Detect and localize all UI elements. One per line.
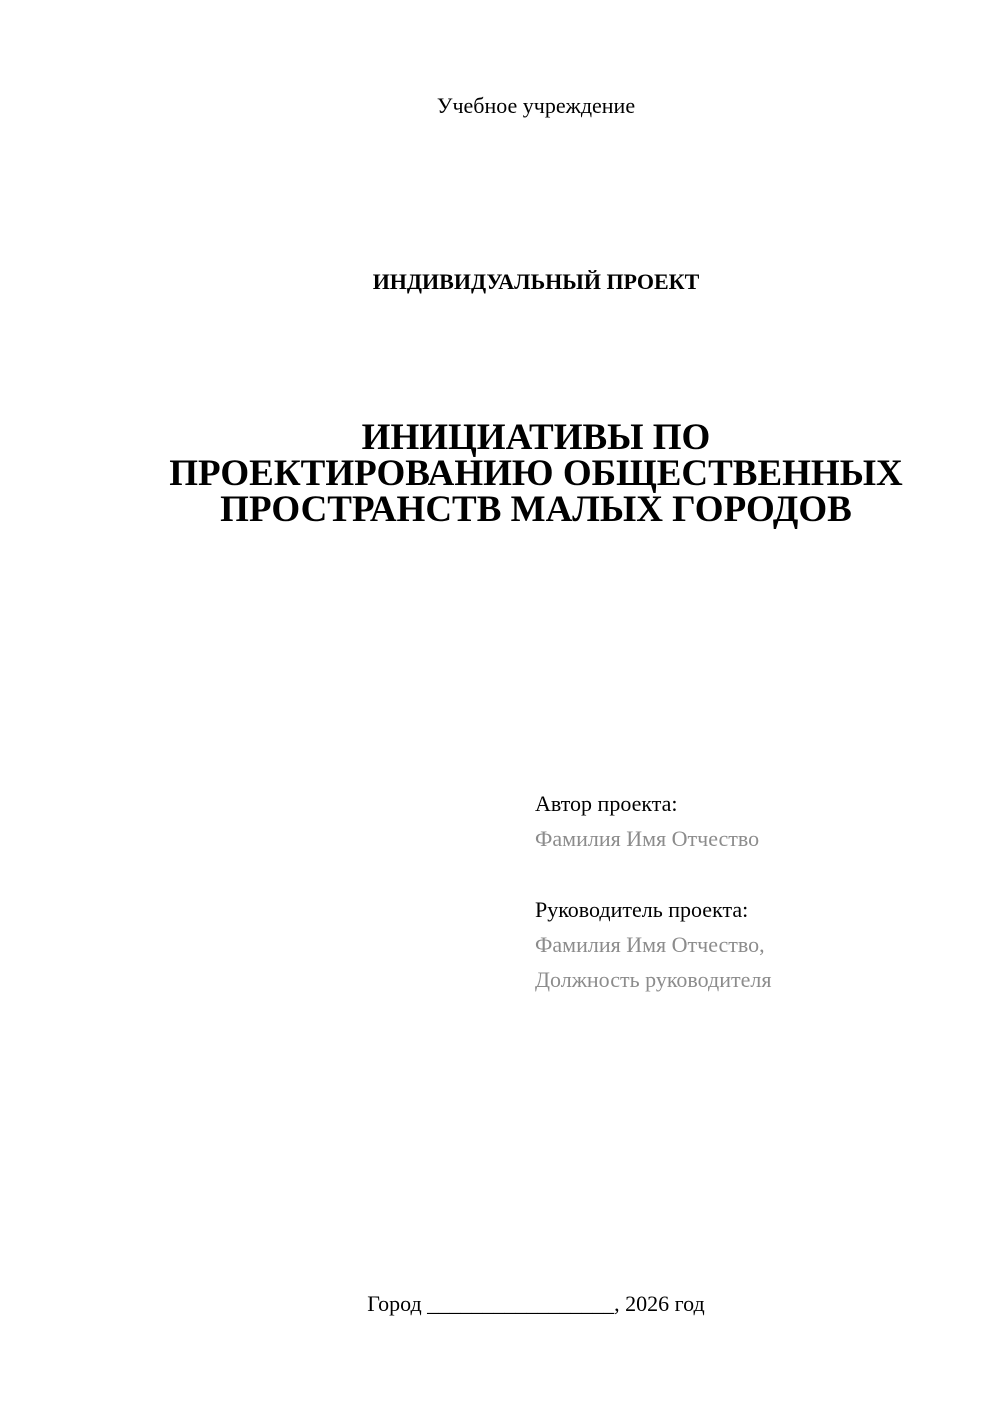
supervisor-label: Руководитель проекта: — [535, 897, 749, 922]
document-title-line-2: ПРОЕКТИРОВАНИЮ ОБЩЕСТВЕННЫХ — [169, 453, 903, 494]
author-label: Автор проекта: — [535, 791, 678, 816]
author-block — [535, 786, 975, 856]
supervisor-block — [535, 892, 975, 997]
document-title-line-3: ПРОСТРАНСТВ МАЛЫХ ГОРОДОВ — [220, 489, 852, 530]
document-title-line-1: ИНИЦИАТИВЫ ПО — [361, 417, 711, 458]
document-type: ИНДИВИДУАЛЬНЫЙ ПРОЕКТ — [372, 269, 700, 294]
city-year-line: Город _________________, 2026 год — [367, 1291, 705, 1316]
institution-name: Учебное учреждение — [436, 93, 636, 118]
supervisor-position: Должность руководителя — [535, 967, 772, 992]
author-name: Фамилия Имя Отчество — [535, 826, 760, 851]
supervisor-name: Фамилия Имя Отчество, — [535, 932, 765, 957]
document-title — [100, 417, 972, 530]
